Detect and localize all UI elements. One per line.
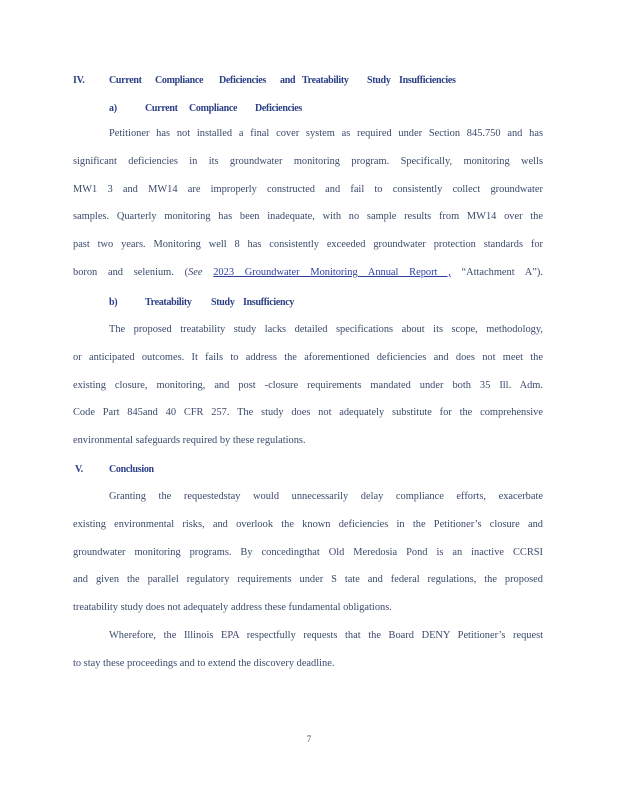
text-line: The proposed treatability study lacks detailed specifications about its scope, methodology,: [109, 324, 543, 335]
section-number: IV.: [73, 75, 85, 86]
heading-word: Compliance: [155, 75, 204, 86]
text-line: and given the parallel regulatory requirements under S tate and federal regulations, the proposed: [73, 574, 543, 586]
text-line: to stay these proceedings and to extend the discovery deadline.: [73, 657, 335, 669]
subheading-b: [109, 297, 309, 311]
text-fragment: boron and selenium. (: [73, 266, 189, 278]
text-line: [73, 259, 543, 287]
text-line: Wherefore, the Illinois EPA respectfully requests that the Board DENY Petitioner’s request: [109, 630, 543, 641]
text-line: samples. Quarterly monitoring has been inadequate, with no sample results from MW14 over the: [73, 211, 543, 223]
text-line: existing closure, monitoring, and post -closure requirements mandated under both 35 Ill. Adm.: [73, 379, 543, 391]
text-line: existing environmental risks, and overlook the known deficiencies in the Petitioner’s closure and: [73, 518, 543, 530]
heading-word: Deficiencies: [255, 103, 302, 114]
text-line: Petitioner has not installed a final cover system as required under Section 845.750 and has: [109, 128, 543, 139]
heading-word: Compliance: [189, 103, 238, 114]
paragraph-treatability: [73, 316, 543, 455]
heading-word: Deficiencies: [219, 75, 266, 86]
heading-word: and: [280, 75, 296, 86]
text-line: past two years. Monitoring well 8 has consistently exceeded groundwater protection standards for: [73, 239, 543, 251]
text-line: groundwater monitoring programs. By concedingthat Old Meredosia Pond is an inactive CCRSI: [73, 546, 543, 558]
text-line: environmental safeguards required by these regulations.: [73, 435, 306, 447]
heading-word: Insufficiency: [243, 297, 295, 308]
heading-word: Current: [145, 103, 178, 114]
heading-word: Current: [109, 75, 142, 86]
heading-word: Study: [367, 75, 391, 86]
text-fragment: “Attachment A”).: [461, 266, 543, 278]
heading-word: Treatability: [302, 75, 349, 86]
section-heading-v: [75, 464, 275, 478]
section-number: V.: [75, 464, 83, 475]
subheading-a: [109, 103, 309, 117]
paragraph-compliance: [73, 120, 543, 287]
see-signal: See: [188, 266, 203, 278]
text-line: MW1 3 and MW14 are improperly constructed and fail to consistently collect groundwater: [73, 183, 543, 195]
page-number: 7: [306, 734, 312, 744]
subheading-label: b): [109, 297, 118, 308]
paragraph-wherefore: [73, 622, 543, 678]
text-line: significant deficiencies in its groundwater monitoring program. Specifically, monitoring wells: [73, 155, 543, 167]
text-line: treatability study does not adequately address these fundamental obligations.: [73, 602, 392, 614]
subheading-label: a): [109, 103, 117, 114]
text-line: Granting the requestedstay would unnecessarily delay compliance efforts, exacerbate: [109, 491, 543, 502]
text-line: Code Part 845and 40 CFR 257. The study does not adequately substitute for the comprehensive: [73, 407, 543, 419]
section-title: Conclusion: [109, 464, 154, 475]
heading-word: Treatability: [145, 297, 192, 308]
text-line: or anticipated outcomes. It fails to address the aforementioned deficiencies and does not meet the: [73, 351, 543, 363]
section-heading-iv: [73, 75, 456, 89]
report-reference-link[interactable]: 2023 Groundwater Monitoring Annual Report ,: [213, 266, 451, 278]
heading-word: Study: [211, 297, 235, 308]
paragraph-conclusion: [73, 483, 543, 622]
heading-word: Insufficiencies: [399, 75, 456, 86]
